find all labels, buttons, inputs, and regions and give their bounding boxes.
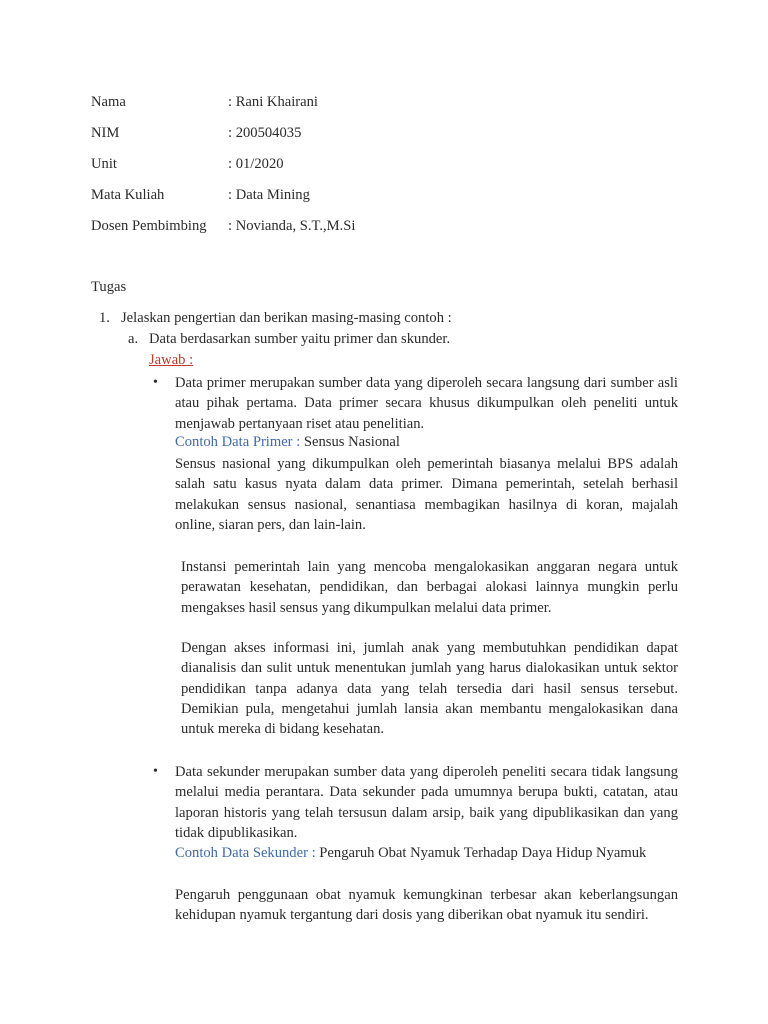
dosen-value: : Novianda, S.T.,M.Si: [228, 218, 356, 234]
nama-value: : Rani Khairani: [228, 94, 318, 110]
unit-label: Unit: [91, 156, 117, 172]
mata-kuliah-label: Mata Kuliah: [91, 187, 165, 203]
sekunder-paragraph-1: Pengaruh penggunaan obat nyamuk kemungkinan terbesar akan keberlangsungan kehidupan nyamuk tergantung dari dosis yang diberikan obat nyamuk itu sendiri.: [175, 887, 678, 924]
primer-definition: Data primer merupakan sumber data yang diperoleh secara langsung dari sumber asli atau pihak pertama. Data primer secara khusus dikumpulkan oleh peneliti untuk menjawab pertanyaan riset atau penelitian.: [175, 375, 678, 432]
subquestion-letter: a.: [128, 331, 139, 347]
unit-value: : 01/2020: [228, 156, 284, 172]
sekunder-example-value: Pengaruh Obat Nyamuk Terhadap Daya Hidup Nyamuk: [315, 845, 647, 861]
tugas-heading: Tugas: [91, 279, 127, 295]
jawab-label: Jawab :: [149, 352, 194, 368]
nim-label: NIM: [91, 125, 120, 141]
primer-paragraph-2: Instansi pemerintah lain yang mencoba mengalokasikan anggaran negara untuk perawatan kesehatan, pendidikan, dan berbagai alokasi lainnya mungkin perlu mengakses hasil sensus yang dikumpulkan melalui data primer.: [181, 559, 678, 616]
question-text: Jelaskan pengertian dan berikan masing-masing contoh :: [121, 310, 452, 326]
mata-kuliah-value: : Data Mining: [228, 187, 310, 203]
primer-example: [175, 434, 400, 451]
nim-value: : 200504035: [228, 125, 302, 141]
primer-example-value: Sensus Nasional: [300, 434, 400, 450]
primer-example-label: Contoh Data Primer :: [175, 434, 301, 450]
nama-label: Nama: [91, 94, 126, 110]
subquestion-text: Data berdasarkan sumber yaitu primer dan skunder.: [149, 331, 451, 347]
sekunder-definition: Data sekunder merupakan sumber data yang diperoleh peneliti secara tidak langsung melalui media perantara. Data sekunder pada umumnya berupa bukti, catatan, atau laporan historis yang telah tersusun dalam arsip, baik yang dipublikasikan dan yang tidak dipublikasikan.: [175, 764, 678, 841]
sekunder-example-label: Contoh Data Sekunder :: [175, 845, 316, 861]
bullet-icon: •: [153, 375, 158, 390]
question-number: 1.: [99, 310, 110, 326]
sekunder-example: [175, 845, 646, 862]
dosen-label: Dosen Pembimbing: [91, 218, 207, 234]
primer-paragraph-3: Dengan akses informasi ini, jumlah anak yang membutuhkan pendidikan dapat dianalisis dan sulit untuk menentukan jumlah yang harus dialokasikan untuk sektor pendidikan tanpa adanya data yang telah tersedia dari hasil sensus tersebut. Demikian pula, mengetahui jumlah lansia akan membantu mengalokasikan dana untuk mereka di bidang kesehatan.: [181, 640, 678, 738]
primer-paragraph-1: Sensus nasional yang dikumpulkan oleh pemerintah biasanya melalui BPS adalah salah satu kasus nyata dalam data primer. Dimana pemerintah, setelah berhasil melakukan sensus nasional, senantiasa membagikan hasilnya di koran, majalah online, siaran pers, dan lain-lain.: [175, 456, 678, 533]
bullet-icon: •: [153, 764, 158, 779]
